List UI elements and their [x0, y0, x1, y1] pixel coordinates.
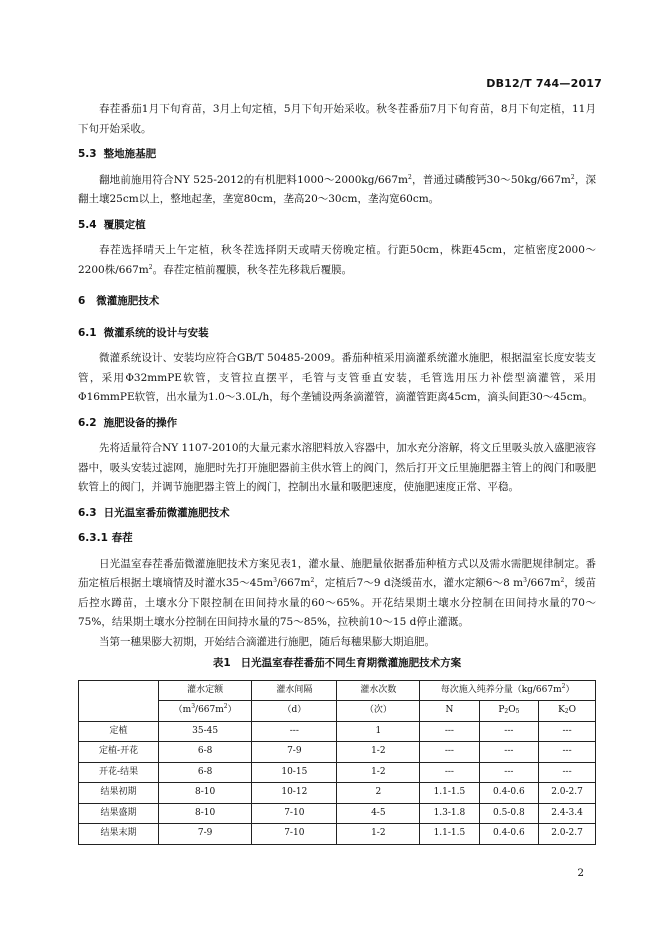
section-number: 6.1: [78, 326, 97, 339]
table-label: 表1: [212, 657, 231, 669]
header-interval: 灌水间隔: [252, 680, 337, 701]
section-title: 整地施基肥: [103, 148, 157, 160]
table-cell: 8-10: [159, 783, 252, 804]
table-cell: 0.5-0.8: [479, 803, 538, 824]
section-title: 春茬: [111, 532, 133, 544]
table-cell: 10-15: [252, 762, 337, 783]
table-title: 日光温室春茬番茄不同生育期微灌施肥技术方案: [240, 657, 462, 669]
text-run: ，缓苗后控水蹲苗，土壤水分下限控制在田间持水量的60～65%。开花结果期土壤水分控制在田间持水量的70～75%，结果期土壤水分控制在田间持水量的75～85%，拉秧前10～15 d停止灌溉。: [78, 577, 596, 628]
section-5-4-heading: [78, 216, 596, 236]
header-times: 灌水次数: [337, 680, 420, 701]
table-cell: 结果末期: [79, 824, 159, 845]
section-5-3-paragraph: [78, 171, 596, 210]
table-cell: ---: [252, 721, 337, 742]
header-quota-unit: $(m^3/667m^2)$: [159, 701, 252, 722]
table-cell: 8-10: [159, 803, 252, 824]
section-6-1-paragraph: 微灌系统设计、安装均应符合GB/T 50485-2009。番茄种植采用滴灌系统灌水施肥，根据温室长度安装支管，采用Φ32mmPE软管，支管拉直摆平，毛管与支管垂直安装，毛管选用压力补偿型滴灌管，采用Φ16mmPE软管，出水量为1.0～3.0L/h，每个垄铺设两条滴灌管，滴灌管距离45cm，滴头间距30～45cm。: [78, 352, 596, 403]
header-nutrient: 每次施入纯养分量$(kg/667m^2)$: [420, 680, 596, 701]
header-p2o5: $P_2O_5$: [479, 701, 538, 722]
section-6-heading: [78, 292, 596, 312]
superscript: 2: [310, 577, 315, 584]
section-5-3-heading: [78, 145, 596, 165]
table-cell: 开花-结果: [79, 762, 159, 783]
table-cell: 7-10: [252, 824, 337, 845]
section-number: 5.4: [78, 218, 97, 231]
section-6-3-1-paragraph-2: 当第一穗果膨大初期，开始结合滴灌进行施肥，随后每穗果膨大期追肥。: [99, 635, 435, 648]
table-cell: 2.0-2.7: [539, 783, 596, 804]
table-cell: 定植-开花: [79, 742, 159, 763]
header-interval-unit: （d）: [252, 701, 337, 722]
superscript: 2: [560, 577, 565, 584]
section-title: 微灌系统的设计与安装: [103, 326, 209, 339]
section-title: 施肥设备的操作: [103, 416, 178, 429]
table-cell: 2.4-3.4: [539, 803, 596, 824]
header-times-unit: （次）: [337, 701, 420, 722]
section-number: 6: [78, 295, 86, 307]
section-number: 6.2: [78, 416, 97, 429]
table-cell: ---: [479, 742, 538, 763]
header-k2o: $K_2O$: [539, 701, 596, 722]
section-number: 6.3.1: [78, 532, 108, 544]
fertigation-table: [78, 680, 596, 845]
header-n: N: [420, 701, 479, 722]
table-row: [79, 742, 596, 763]
section-6-3-1-paragraph: [78, 555, 596, 633]
section-6-3-1-heading: [78, 529, 596, 549]
text-run: 日光温室春茬番茄微灌施肥技术方案见表1，灌水量、施肥量依据番茄种植方式以及需水需肥规律制定。番茄定植后根据土壤墒情及时灌水35～45m: [78, 557, 596, 589]
table-cell: ---: [420, 742, 479, 763]
table-cell: 结果初期: [79, 783, 159, 804]
table-cell: 定植: [79, 721, 159, 742]
table-cell: 4-5: [337, 803, 420, 824]
table-cell: ---: [539, 721, 596, 742]
text-run: 春茬选择晴天上午定植，秋冬茬选择阴天或晴天傍晚定植。行距50cm，株距45cm，定植密度2000～2200株/667m: [78, 244, 596, 276]
table-cell: 2: [337, 783, 420, 804]
table-cell: 7-9: [159, 824, 252, 845]
superscript: 3: [523, 577, 527, 584]
text-run: /667m: [276, 577, 311, 589]
section-title: 微灌施肥技术: [96, 295, 160, 307]
intro-paragraph: 春茬番茄1月下旬育苗，3月上旬定植，5月下旬开始采收。秋冬茬番茄7月下旬育苗，8月下旬定植，11月下旬开始采收。: [78, 103, 596, 135]
table-cell: ---: [539, 742, 596, 763]
table-cell: ---: [479, 721, 538, 742]
section-title: 日光温室番茄微灌施肥技术: [103, 506, 230, 519]
table-cell: 2.0-2.7: [539, 824, 596, 845]
document-body: [78, 100, 596, 845]
header-stage: [79, 680, 159, 721]
text-run: ，定植后7～9 d浇缓苗水，灌水定额6～8 m: [314, 577, 524, 589]
section-title: 覆膜定植: [103, 218, 146, 231]
table-cell: 1.1-1.5: [420, 824, 479, 845]
section-6-2-paragraph: 先将适量符合NY 1107-2010的大量元素水溶肥料放入容器中，加水充分溶解，将文丘里吸头放入盛肥液容器中，吸头安装过滤网，施肥时先打开施肥器前主供水管上的阀门，然后打开文丘里施肥器主管上的阀门和吸肥软管上的阀门，并调节施肥器主管上的阀门，控制出水量和吸肥速度，使施肥速度正常、平稳。: [78, 442, 596, 493]
superscript: 3: [273, 577, 277, 584]
table-cell: 35-45: [159, 721, 252, 742]
text-run: /667m: [526, 577, 561, 589]
text-run: 。春茬定植前覆膜，秋冬茬先移栽后覆膜。: [152, 263, 353, 276]
text-run: ，普通过磷酸钙30～50kg/667m: [411, 173, 571, 186]
table-cell: 7-9: [252, 742, 337, 763]
table-cell: 1-2: [337, 762, 420, 783]
table-row: [79, 721, 596, 742]
table-cell: 7-10: [252, 803, 337, 824]
table-row: [79, 824, 596, 845]
superscript: 2: [408, 173, 412, 181]
table-cell: 结果盛期: [79, 803, 159, 824]
table-cell: 1: [337, 721, 420, 742]
section-number: 6.3: [78, 506, 97, 519]
table-cell: 0.4-0.6: [479, 783, 538, 804]
text-run: 翻地前施用符合NY 525-2012的有机肥料1000～2000kg/667m: [99, 173, 408, 186]
table-cell: 1-2: [337, 824, 420, 845]
text-run: ，深翻土壤25cm以上，整地起垄，垄宽80cm，垄高20～30cm，垄沟宽60cm。: [78, 173, 597, 205]
table-cell: 6-8: [159, 742, 252, 763]
document-code-header: DB12/T 744—2017: [486, 77, 602, 90]
table-cell: 0.4-0.6: [479, 824, 538, 845]
table-row: [79, 803, 596, 824]
table-cell: ---: [420, 762, 479, 783]
table-cell: ---: [479, 762, 538, 783]
page-number: 2: [577, 867, 584, 879]
table-row: [79, 783, 596, 804]
table-row: [79, 762, 596, 783]
section-5-4-paragraph: [78, 241, 596, 280]
table-cell: 1.1-1.5: [420, 783, 479, 804]
section-6-3-heading: [78, 504, 596, 524]
superscript: 2: [148, 263, 153, 271]
section-6-1-heading: [78, 324, 596, 344]
header-quota: 灌水定额: [159, 680, 252, 701]
table-cell: ---: [420, 721, 479, 742]
table-cell: 6-8: [159, 762, 252, 783]
table-cell: ---: [539, 762, 596, 783]
table-caption: [78, 654, 596, 674]
table-cell: 10-12: [252, 783, 337, 804]
section-6-2-heading: [78, 414, 596, 434]
section-number: 5.3: [78, 148, 97, 160]
table-cell: 1.3-1.8: [420, 803, 479, 824]
superscript: 2: [570, 173, 575, 181]
table-cell: 1-2: [337, 742, 420, 763]
